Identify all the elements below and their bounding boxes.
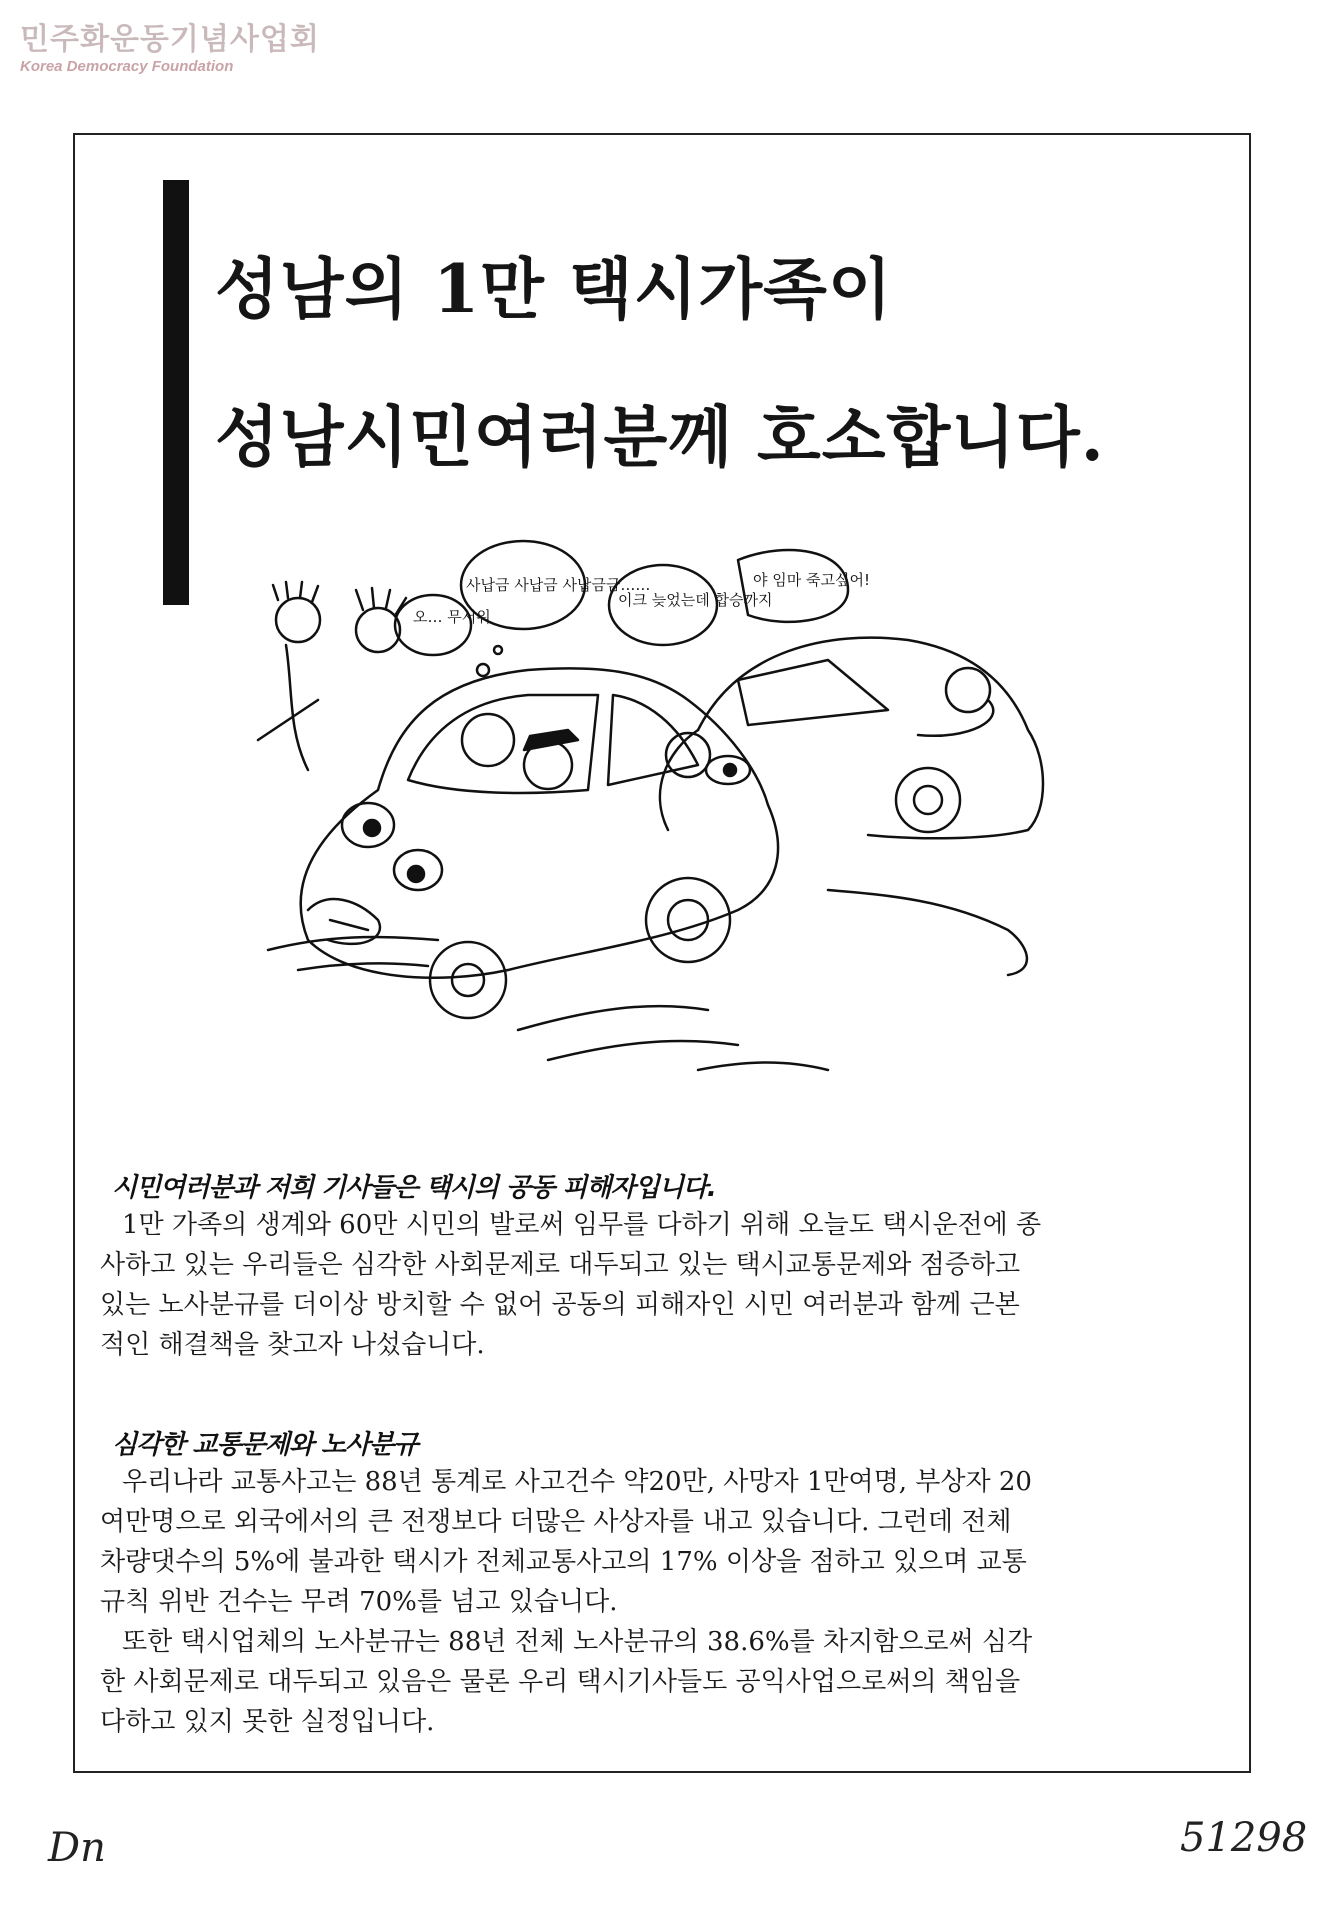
section-1-line-4: 적인 해결책을 찾고자 나섰습니다.: [100, 1330, 485, 1360]
title-accent-bar: [163, 180, 189, 605]
bubble-text-2: 사납금 사납금 사납금금……: [466, 576, 651, 594]
section-2-line-4: 규칙 위반 건수는 무려 70%를 넘고 있습니다.: [100, 1587, 618, 1617]
taxi-cartoon-illustration: [268, 571, 1068, 1120]
title-line-2: 성남시민여러분께 호소합니다.: [215, 398, 1105, 476]
section-1-line-3: 있는 노사분규를 더이상 방치할 수 없어 공동의 피해자인 시민 여러분과 함께 근본: [100, 1290, 1020, 1320]
watermark-korean: 민주화운동기념사업회: [20, 22, 320, 57]
section-1-body: [100, 1205, 1235, 1365]
section-2-line-3: 차량댓수의 5%에 불과한 택시가 전체교통사고의 17% 이상을 점하고 있으며 교통: [100, 1547, 1027, 1577]
section-2-line-6: 한 사회문제로 대두되고 있음은 물론 우리 택시기사들도 공익사업으로써의 책임을: [100, 1667, 1021, 1697]
page-title: [215, 215, 1225, 511]
section-1-heading: 시민여러분과 저희 기사들은 택시의 공동 피해자입니다.: [112, 1173, 716, 1203]
handwritten-initials: Dn: [48, 1825, 106, 1871]
section-1-line-2: 사하고 있는 우리들은 심각한 사회문제로 대두되고 있는 택시교통문제와 점증하고: [100, 1250, 1021, 1280]
title-line-1: 성남의 1만 택시가족이: [215, 250, 893, 328]
bubble-text-3: 이크 늦었는데 합승까지: [618, 591, 773, 609]
foundation-watermark: [20, 22, 320, 76]
section-2-line-5: 또한 택시업체의 노사분규는 88년 전체 노사분규의 38.6%를 차지함으로써 심각: [122, 1627, 1033, 1657]
people: [258, 582, 993, 789]
speed-lines: [268, 890, 1027, 1070]
section-2-line-2: 여만명으로 외국에서의 큰 전쟁보다 더많은 사상자를 내고 있습니다. 그런데 전체: [100, 1507, 1012, 1537]
bubble-text-4: 야 임마 죽고싶어!: [753, 571, 870, 589]
handwritten-document-number: 51298: [1180, 1815, 1308, 1861]
rival-car: [660, 638, 1043, 839]
bubble-text-1: 오… 무서워: [413, 608, 491, 626]
section-2-body: [100, 1462, 1235, 1742]
section-2-heading: 심각한 교통문제와 노사분규: [112, 1430, 418, 1460]
watermark-english: Korea Democracy Foundation: [20, 58, 234, 75]
section-2-line-1: 우리나라 교통사고는 88년 통계로 사고건수 약20만, 사망자 1만여명, 부상자 20: [122, 1467, 1032, 1497]
main-taxi: [301, 668, 778, 1018]
section-2-line-7: 다하고 있지 못한 실정입니다.: [100, 1707, 435, 1737]
section-1-line-1: 1만 가족의 생계와 60만 시민의 발로써 임무를 다하기 위해 오늘도 택시운전에 종: [122, 1210, 1042, 1240]
